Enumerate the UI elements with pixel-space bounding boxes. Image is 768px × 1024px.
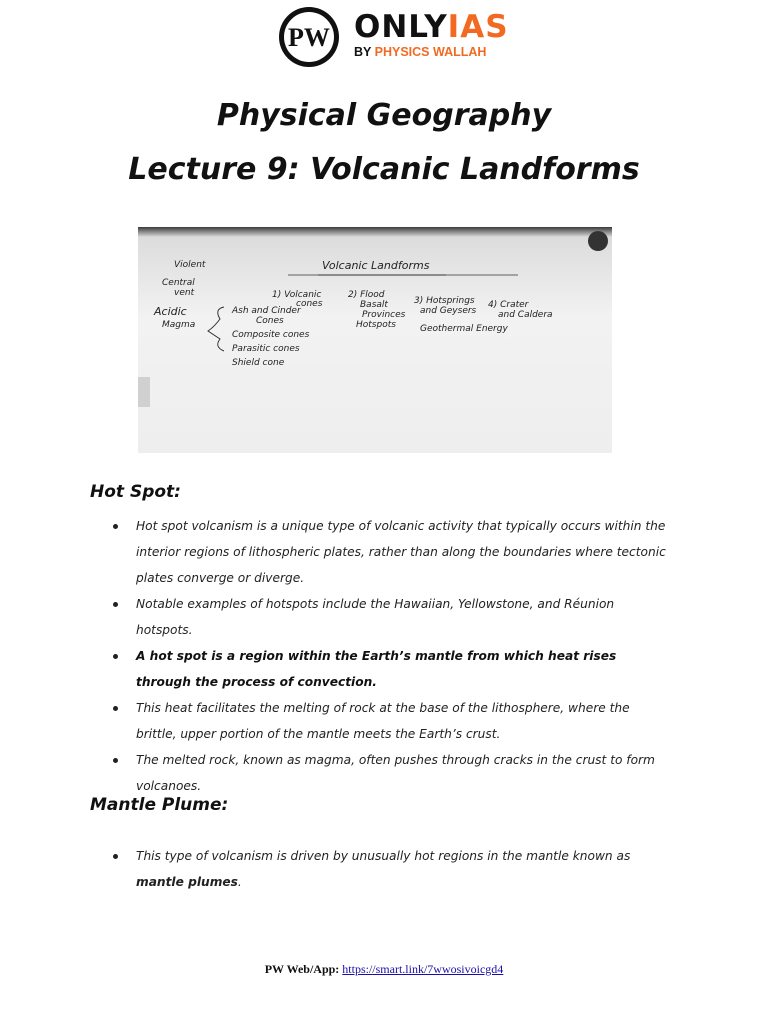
whiteboard-drawing <box>138 227 612 453</box>
footer-link[interactable]: https://smart.link/7wwosivoicgd4 <box>342 962 504 976</box>
mantle-point-bold: mantle plumes <box>136 875 238 889</box>
brand-tagline <box>354 45 509 59</box>
brand-suffix: IAS <box>447 9 509 45</box>
mantle-plume-list <box>110 843 670 895</box>
cone-shield: Shield cone <box>232 358 285 368</box>
hot-spot-heading: Hot Spot: <box>90 482 181 502</box>
board-watermark-icon <box>588 231 608 251</box>
note-central: Central <box>162 278 195 288</box>
mantle-point-end: . <box>237 875 242 889</box>
by-text: BY <box>354 45 375 59</box>
header <box>0 4 768 72</box>
mantle-plume-heading: Mantle Plume: <box>90 795 229 815</box>
lecture-title: Lecture 9: Volcanic Landforms <box>128 152 640 187</box>
board-heading: Volcanic Landforms <box>322 259 430 272</box>
branch-2b: Basalt <box>360 300 388 310</box>
cone-composite: Composite cones <box>232 330 310 340</box>
footer <box>0 962 768 977</box>
cone-parasitic: Parasitic cones <box>232 344 300 354</box>
hot-spot-list <box>110 513 670 799</box>
branch-4a: 4) Crater <box>488 300 529 310</box>
list-item: Notable examples of hotspots include the Hawaiian, Yellowstone, and Réunion hotspots. <box>110 591 670 643</box>
branch-1b: cones <box>296 299 323 309</box>
list-item: The melted rock, known as magma, often pushes through cracks in the crust to form volcanoes. <box>110 747 670 799</box>
brand-name <box>354 10 509 44</box>
branch-2c: Provinces <box>362 310 406 320</box>
pw-logo-text: PW <box>288 23 330 52</box>
branch-4b: and Caldera <box>498 310 553 320</box>
pw-logo-icon <box>278 6 340 68</box>
brand <box>354 10 509 59</box>
page-title: Physical Geography <box>216 98 552 133</box>
list-item: A hot spot is a region within the Earth’s mantle from which heat rises through the process of convection. <box>110 643 670 695</box>
branch-3b: and Geysers <box>420 306 477 316</box>
brand-prefix: ONLY <box>354 9 448 45</box>
cone-ash-b: Cones <box>256 316 284 326</box>
note-acidic: Acidic <box>154 305 187 318</box>
list-item <box>110 843 670 895</box>
branch-2d: Hotspots <box>356 320 396 330</box>
list-item: This heat facilitates the melting of rock at the base of the lithosphere, where the brittle, upper portion of the mantle meets the Earth’s crust. <box>110 695 670 747</box>
branch-1a: 1) Volcanic <box>272 290 322 300</box>
branch-3a: 3) Hotsprings <box>414 296 475 306</box>
cone-ash: Ash and Cinder <box>232 306 301 316</box>
list-item: Hot spot volcanism is a unique type of volcanic activity that typically occurs within the interior regions of lithospheric plates, rather than along the boundaries where tectonic plates converge or diverge. <box>110 513 670 591</box>
note-magma: Magma <box>162 320 196 330</box>
whiteboard-image <box>138 227 612 453</box>
note-violent: Violent <box>174 260 206 270</box>
footer-label: PW Web/App: <box>264 962 343 976</box>
note-vent: vent <box>174 288 195 298</box>
branch-3c: Geothermal Energy <box>420 324 508 334</box>
by-brand: PHYSICS WALLAH <box>374 45 487 59</box>
mantle-point-text: This type of volcanism is driven by unusually hot regions in the mantle known as <box>136 849 631 863</box>
branch-2a: 2) Flood <box>348 290 385 300</box>
